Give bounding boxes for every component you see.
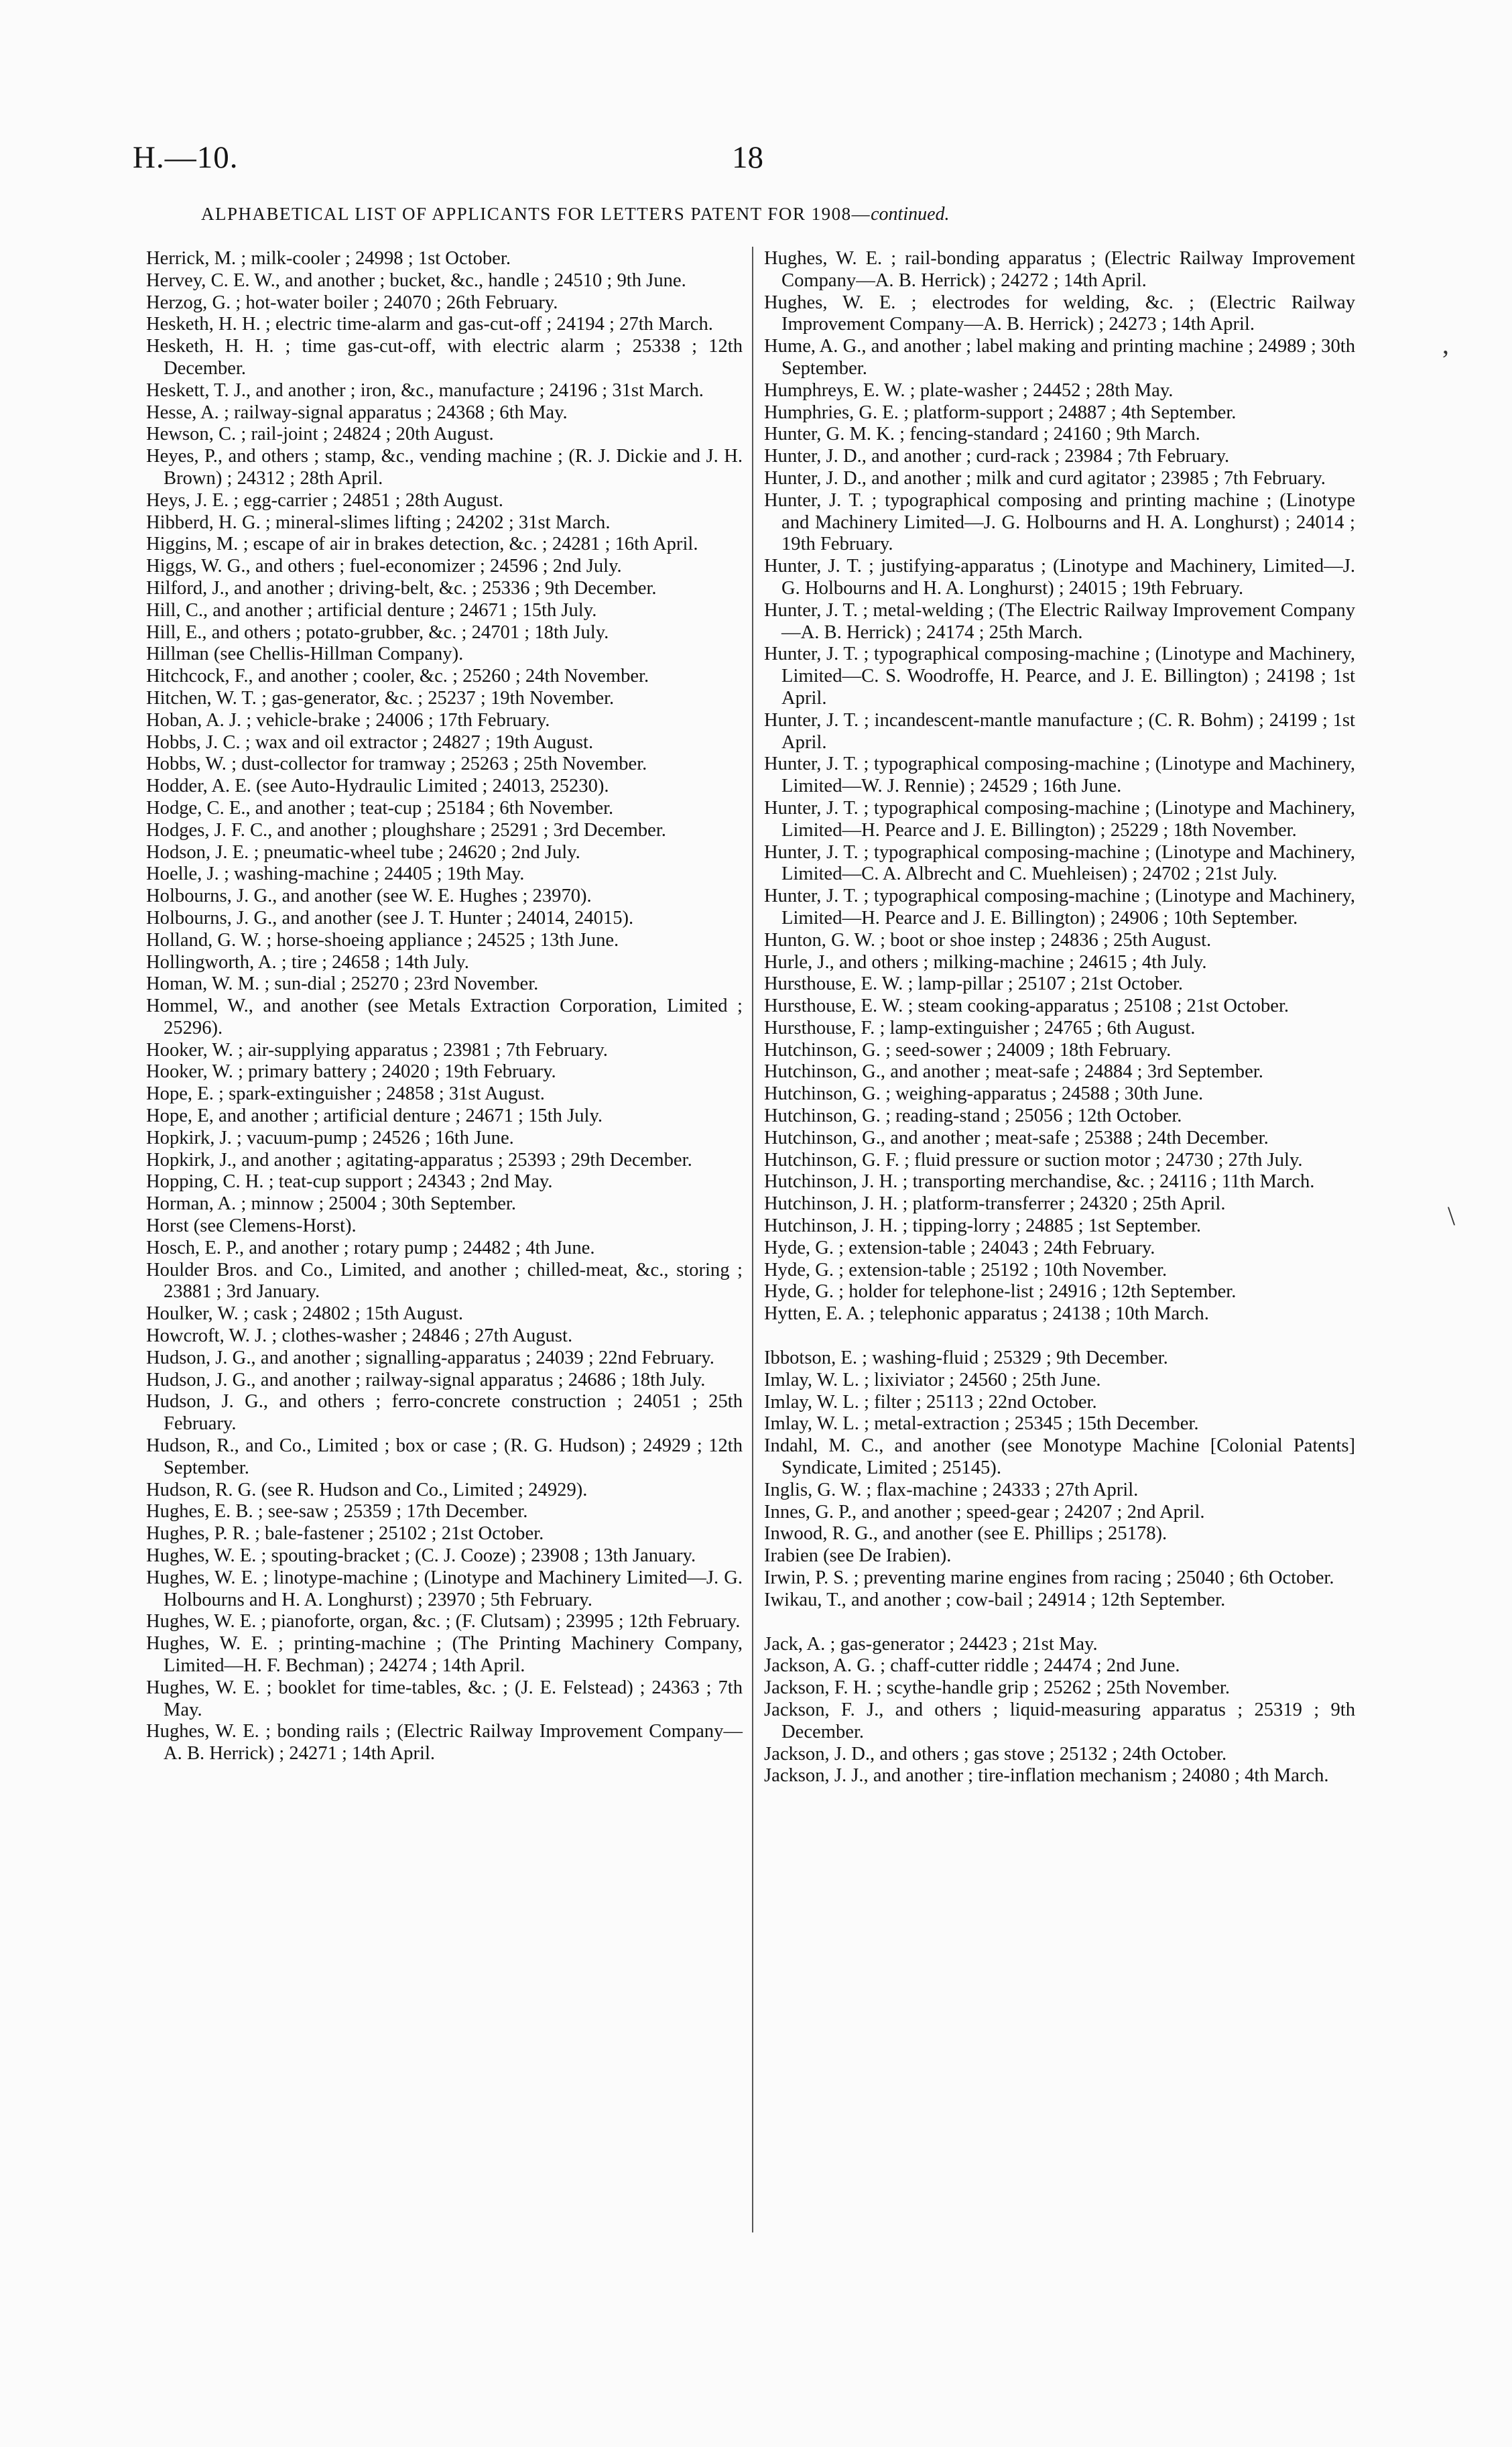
applicant-entry: Hesse, A. ; railway-signal apparatus ; 24368 ; 6th May.	[146, 402, 568, 423]
applicant-entry: Hughes, W. E. ; electrodes for welding, &c. ; (Electric Railway Improvement Company—A. B. Herrick) ; 24273 ; 14th April.	[764, 292, 1355, 335]
applicant-entry: Hudson, J. G., and another ; railway-signal apparatus ; 24686 ; 18th July.	[146, 1369, 706, 1390]
applicant-entry: Hopkirk, J., and another ; agitating-apparatus ; 25393 ; 29th December.	[146, 1149, 692, 1171]
left-column	[146, 248, 743, 1765]
applicant-entry: Hughes, W. E. ; printing-machine ; (The Printing Machinery Company, Limited—H. F. Bechman) ; 24274 ; 14th April.	[146, 1633, 743, 1676]
applicant-entry: Hodson, J. E. ; pneumatic-wheel tube ; 24620 ; 2nd July.	[146, 841, 580, 863]
section-gap	[764, 1325, 1355, 1348]
applicant-entry: Hughes, W. E. ; booklet for time-tables, &c. ; (J. E. Felstead) ; 24363 ; 7th May.	[146, 1677, 743, 1720]
applicant-entry: Hunter, J. D., and another ; curd-rack ; 23984 ; 7th February.	[764, 446, 1230, 467]
applicant-entry: Homan, W. M. ; sun-dial ; 25270 ; 23rd November.	[146, 973, 539, 995]
applicant-entry: Hutchinson, G. F. ; fluid pressure or suction motor ; 24730 ; 27th July.	[764, 1149, 1303, 1171]
applicant-entry: Hervey, C. E. W., and another ; bucket, &c., handle ; 24510 ; 9th June.	[146, 270, 686, 291]
applicant-entry: Hesketh, H. H. ; time gas-cut-off, with electric alarm ; 25338 ; 12th December.	[146, 336, 743, 379]
applicant-entry: Hesketh, H. H. ; electric time-alarm and gas-cut-off ; 24194 ; 27th March.	[146, 314, 713, 335]
applicant-entry: Hughes, W. E. ; linotype-machine ; (Linotype and Machinery Limited—J. G. Holbourns and H. A. Longhurst) ; 23970 ; 5th February.	[146, 1567, 743, 1610]
applicant-entry: Hill, E., and others ; potato-grubber, &c. ; 24701 ; 18th July.	[146, 621, 609, 643]
applicant-entry: Hunter, J. D., and another ; milk and curd agitator ; 23985 ; 7th February.	[764, 467, 1326, 489]
applicant-entry: Hyde, G. ; extension-table ; 25192 ; 10th November.	[764, 1259, 1168, 1280]
applicant-entry: Heskett, T. J., and another ; iron, &c., manufacture ; 24196 ; 31st March.	[146, 379, 704, 401]
applicant-entry: Imlay, W. L. ; filter ; 25113 ; 22nd October.	[764, 1391, 1097, 1413]
applicant-entry: Hillman (see Chellis-Hillman Company).	[146, 644, 464, 665]
applicant-entry: Hughes, P. R. ; bale-fastener ; 25102 ; 21st October.	[146, 1523, 544, 1545]
applicant-entry: Hooker, W. ; primary battery ; 24020 ; 19th February.	[146, 1061, 556, 1083]
applicant-entry: Hutchinson, G. ; reading-stand ; 25056 ; 12th October.	[764, 1106, 1182, 1127]
right-column	[764, 248, 1355, 1787]
applicant-entry: Holbourns, J. G., and another (see W. E. Hughes ; 23970).	[146, 886, 592, 907]
applicant-entry: Hume, A. G., and another ; label making and printing machine ; 24989 ; 30th September.	[764, 336, 1355, 379]
applicant-entry: Heyes, P., and others ; stamp, &c., vending machine ; (R. J. Dickie and J. H. Brown) ; 24312 ; 28th April.	[146, 446, 743, 489]
applicant-entry: Hurle, J., and others ; milking-machine ; 24615 ; 4th July.	[764, 951, 1207, 973]
applicant-entry: Hill, C., and another ; artificial denture ; 24671 ; 15th July.	[146, 599, 597, 621]
applicant-entry: Hunter, J. T. ; incandescent-mantle manufacture ; (C. R. Bohm) ; 24199 ; 1st April.	[764, 709, 1355, 753]
applicant-entry: Higgs, W. G., and others ; fuel-economizer ; 24596 ; 2nd July.	[146, 556, 622, 577]
margin-mark: ‚	[1441, 329, 1450, 359]
column-divider	[752, 247, 753, 2232]
applicant-entry: Jackson, A. G. ; chaff-cutter riddle ; 24474 ; 2nd June.	[764, 1655, 1180, 1677]
applicant-entry: Herrick, M. ; milk-cooler ; 24998 ; 1st October.	[146, 248, 511, 269]
applicant-entry: Hollingworth, A. ; tire ; 24658 ; 14th July.	[146, 951, 469, 973]
applicant-entry: Hursthouse, F. ; lamp-extinguisher ; 24765 ; 6th August.	[764, 1017, 1196, 1038]
applicant-entry: Iwikau, T., and another ; cow-bail ; 24914 ; 12th September.	[764, 1589, 1226, 1610]
applicant-entry: Howcroft, W. J. ; clothes-washer ; 24846 ; 27th August.	[146, 1325, 573, 1347]
applicant-entry: Hytten, E. A. ; telephonic apparatus ; 24138 ; 10th March.	[764, 1303, 1209, 1325]
applicant-entry: Hommel, W., and another (see Metals Extraction Corporation, Limited ; 25296).	[146, 996, 743, 1038]
applicant-entry: Innes, G. P., and another ; speed-gear ; 24207 ; 2nd April.	[764, 1501, 1205, 1523]
applicant-entry: Jack, A. ; gas-generator ; 24423 ; 21st May.	[764, 1633, 1098, 1655]
applicant-entry: Irwin, P. S. ; preventing marine engines from racing ; 25040 ; 6th October.	[764, 1567, 1334, 1589]
applicant-entry: Imlay, W. L. ; lixiviator ; 24560 ; 25th June.	[764, 1369, 1101, 1390]
applicant-entry: Hyde, G. ; extension-table ; 24043 ; 24th February.	[764, 1237, 1155, 1258]
applicant-entry: Hunter, J. T. ; typographical composing-machine ; (Linotype and Machinery, Limited—H. Pearce and J. E. Billington) ; 25229 ; 18th November.	[764, 797, 1355, 841]
applicant-entry: Hursthouse, E. W. ; steam cooking-apparatus ; 25108 ; 21st October.	[764, 996, 1289, 1017]
applicant-entry: Hodges, J. F. C., and another ; ploughshare ; 25291 ; 3rd December.	[146, 819, 666, 841]
applicant-entry: Hope, E. ; spark-extinguisher ; 24858 ; 31st August.	[146, 1083, 545, 1105]
applicant-entry: Hudson, J. G., and another ; signalling-apparatus ; 24039 ; 22nd February.	[146, 1347, 714, 1368]
applicant-entry: Hunton, G. W. ; boot or shoe instep ; 24836 ; 25th August.	[764, 929, 1212, 951]
applicant-entry: Hutchinson, J. H. ; platform-transferrer ; 24320 ; 25th April.	[764, 1193, 1226, 1215]
page-title	[201, 204, 1340, 225]
applicant-entry: Hodder, A. E. (see Auto-Hydraulic Limited ; 24013, 25230).	[146, 776, 609, 797]
applicant-entry: Ibbotson, E. ; washing-fluid ; 25329 ; 9th December.	[764, 1348, 1168, 1369]
applicant-entry: Hoelle, J. ; washing-machine ; 24405 ; 19th May.	[146, 863, 525, 885]
applicant-entry: Imlay, W. L. ; metal-extraction ; 25345 ; 15th December.	[764, 1413, 1199, 1435]
applicant-entry: Hope, E, and another ; artificial denture ; 24671 ; 15th July.	[146, 1106, 603, 1127]
page-number: 18	[732, 140, 763, 175]
applicant-entry: Hunter, J. T. ; typographical composing-machine ; (Linotype and Machinery, Limited—C. A. Albrecht and C. Muehleisen) ; 24702 ; 21st July.	[764, 841, 1355, 885]
applicant-entry: Hunter, J. T. ; metal-welding ; (The Electric Railway Improvement Company—A. B. Herrick) ; 24174 ; 25th March.	[764, 599, 1355, 643]
applicant-entry: Hunter, J. T. ; typographical composing-machine ; (Linotype and Machinery, Limited—W. J. Rennie) ; 24529 ; 16th June.	[764, 754, 1355, 797]
applicant-entry: Irabien (see De Irabien).	[764, 1545, 952, 1567]
applicant-entry: Heys, J. E. ; egg-carrier ; 24851 ; 28th August.	[146, 489, 503, 511]
applicant-entry: Hyde, G. ; holder for telephone-list ; 24916 ; 12th September.	[764, 1281, 1237, 1303]
applicant-entry: Holbourns, J. G., and another (see J. T. Hunter ; 24014, 24015).	[146, 907, 634, 929]
applicant-entry: Hunter, J. T. ; typographical composing-machine ; (Linotype and Machinery, Limited—H. Pearce and J. E. Billington) ; 24906 ; 10th September.	[764, 886, 1355, 929]
applicant-entry: Humphreys, E. W. ; plate-washer ; 24452 ; 28th May.	[764, 379, 1174, 401]
applicant-entry: Horst (see Clemens-Horst).	[146, 1215, 357, 1237]
applicant-entry: Hughes, E. B. ; see-saw ; 25359 ; 17th December.	[146, 1501, 528, 1523]
applicant-entry: Jackson, F. H. ; scythe-handle grip ; 25262 ; 25th November.	[764, 1677, 1230, 1699]
title-main: ALPHABETICAL LIST OF APPLICANTS FOR LETTERS PATENT FOR 1908—	[201, 204, 871, 224]
applicant-entry: Houlder Bros. and Co., Limited, and another ; chilled-meat, &c., storing ; 23881 ; 3rd January.	[146, 1259, 743, 1303]
applicant-entry: Hutchinson, G., and another ; meat-safe ; 25388 ; 24th December.	[764, 1127, 1269, 1148]
applicant-entry: Holland, G. W. ; horse-shoeing appliance ; 24525 ; 13th June.	[146, 929, 619, 951]
applicant-entry: Hitchen, W. T. ; gas-generator, &c. ; 25237 ; 19th November.	[146, 687, 615, 709]
applicant-entry: Higgins, M. ; escape of air in brakes detection, &c. ; 24281 ; 16th April.	[146, 534, 698, 555]
margin-mark: \	[1448, 1201, 1456, 1231]
applicant-entry: Hodge, C. E., and another ; teat-cup ; 25184 ; 6th November.	[146, 797, 614, 819]
applicant-entry: Herzog, G. ; hot-water boiler ; 24070 ; 26th February.	[146, 292, 558, 313]
applicant-entry: Hursthouse, E. W. ; lamp-pillar ; 25107 ; 21st October.	[764, 973, 1184, 995]
applicant-entry: Hopkirk, J. ; vacuum-pump ; 24526 ; 16th June.	[146, 1127, 514, 1148]
applicant-entry: Hilford, J., and another ; driving-belt, &c. ; 25336 ; 9th December.	[146, 577, 657, 599]
applicant-entry: Jackson, J. D., and others ; gas stove ; 25132 ; 24th October.	[764, 1743, 1227, 1765]
applicant-entry: Inwood, R. G., and another (see E. Phillips ; 25178).	[764, 1523, 1168, 1545]
applicant-entry: Hobbs, W. ; dust-collector for tramway ; 25263 ; 25th November.	[146, 754, 647, 775]
applicant-entry: Horman, A. ; minnow ; 25004 ; 30th September.	[146, 1193, 516, 1215]
applicant-entry: Hudson, R. G. (see R. Hudson and Co., Limited ; 24929).	[146, 1479, 588, 1500]
applicant-entry: Indahl, M. C., and another (see Monotype Machine [Colonial Patents] Syndicate, Limited ; 25145).	[764, 1435, 1355, 1479]
applicant-entry: Hooker, W. ; air-supplying apparatus ; 23981 ; 7th February.	[146, 1039, 608, 1061]
applicant-entry: Houlker, W. ; cask ; 24802 ; 15th August.	[146, 1303, 464, 1325]
title-continued: continued.	[871, 204, 950, 225]
applicant-entry: Hughes, W. E. ; pianoforte, organ, &c. ; (F. Clutsam) ; 23995 ; 12th February.	[146, 1611, 741, 1632]
applicant-entry: Hutchinson, J. H. ; transporting merchandise, &c. ; 24116 ; 11th March.	[764, 1171, 1315, 1193]
applicant-entry: Hopping, C. H. ; teat-cup support ; 24343 ; 2nd May.	[146, 1171, 553, 1193]
applicant-entry: Hughes, W. E. ; bonding rails ; (Electric Railway Improvement Company—A. B. Herrick) ; 24271 ; 14th April.	[146, 1721, 743, 1765]
applicant-entry: Hutchinson, G., and another ; meat-safe ; 24884 ; 3rd September.	[764, 1061, 1263, 1083]
applicant-entry: Hudson, R., and Co., Limited ; box or case ; (R. G. Hudson) ; 24929 ; 12th September.	[146, 1435, 743, 1478]
section-gap	[764, 1612, 1355, 1634]
applicant-entry: Jackson, F. J., and others ; liquid-measuring apparatus ; 25319 ; 9th December.	[764, 1699, 1355, 1742]
applicant-entry: Hunter, J. T. ; justifying-apparatus ; (Linotype and Machinery, Limited—J. G. Holbourns and H. A. Longhurst) ; 24015 ; 19th February.	[764, 556, 1355, 599]
applicant-entry: Hutchinson, G. ; seed-sower ; 24009 ; 18th February.	[764, 1039, 1172, 1061]
applicant-entry: Jackson, J. J., and another ; tire-inflation mechanism ; 24080 ; 4th March.	[764, 1765, 1329, 1787]
applicant-entry: Hibberd, H. G. ; mineral-slimes lifting ; 24202 ; 31st March.	[146, 512, 611, 533]
applicant-entry: Hitchcock, F., and another ; cooler, &c. ; 25260 ; 24th November.	[146, 666, 649, 687]
applicant-entry: Hutchinson, J. H. ; tipping-lorry ; 24885 ; 1st September.	[764, 1215, 1202, 1237]
applicant-entry: Hughes, W. E. ; spouting-bracket ; (C. J. Cooze) ; 23908 ; 13th January.	[146, 1545, 696, 1567]
applicant-entry: Hughes, W. E. ; rail-bonding apparatus ; (Electric Railway Improvement Company—A. B. Herrick) ; 24272 ; 14th April.	[764, 248, 1355, 291]
applicant-entry: Hewson, C. ; rail-joint ; 24824 ; 20th August.	[146, 424, 494, 445]
applicant-entry: Hunter, G. M. K. ; fencing-standard ; 24160 ; 9th March.	[764, 424, 1200, 445]
applicant-entry: Hosch, E. P., and another ; rotary pump ; 24482 ; 4th June.	[146, 1237, 595, 1258]
applicant-entry: Hobbs, J. C. ; wax and oil extractor ; 24827 ; 19th August.	[146, 731, 594, 753]
applicant-entry: Inglis, G. W. ; flax-machine ; 24333 ; 27th April.	[764, 1479, 1139, 1500]
applicant-entry: Hutchinson, G. ; weighing-apparatus ; 24588 ; 30th June.	[764, 1083, 1204, 1105]
applicant-entry: Humphries, G. E. ; platform-support ; 24887 ; 4th September.	[764, 402, 1237, 423]
applicant-entry: Hunter, J. T. ; typographical composing and printing machine ; (Linotype and Machinery Limited—J. G. Holbourns and H. A. Longhurst) ; 24014 ; 19th February.	[764, 489, 1355, 555]
applicant-entry: Hunter, J. T. ; typographical composing-machine ; (Linotype and Machinery, Limited—C. S. Woodroffe, H. Pearce, and J. E. Billington) ; 24198 ; 1st April.	[764, 644, 1355, 709]
document-reference: H.—10.	[133, 140, 239, 175]
applicant-entry: Hoban, A. J. ; vehicle-brake ; 24006 ; 17th February.	[146, 709, 550, 731]
applicant-entry: Hudson, J. G., and others ; ferro-concrete construction ; 24051 ; 25th February.	[146, 1391, 743, 1435]
